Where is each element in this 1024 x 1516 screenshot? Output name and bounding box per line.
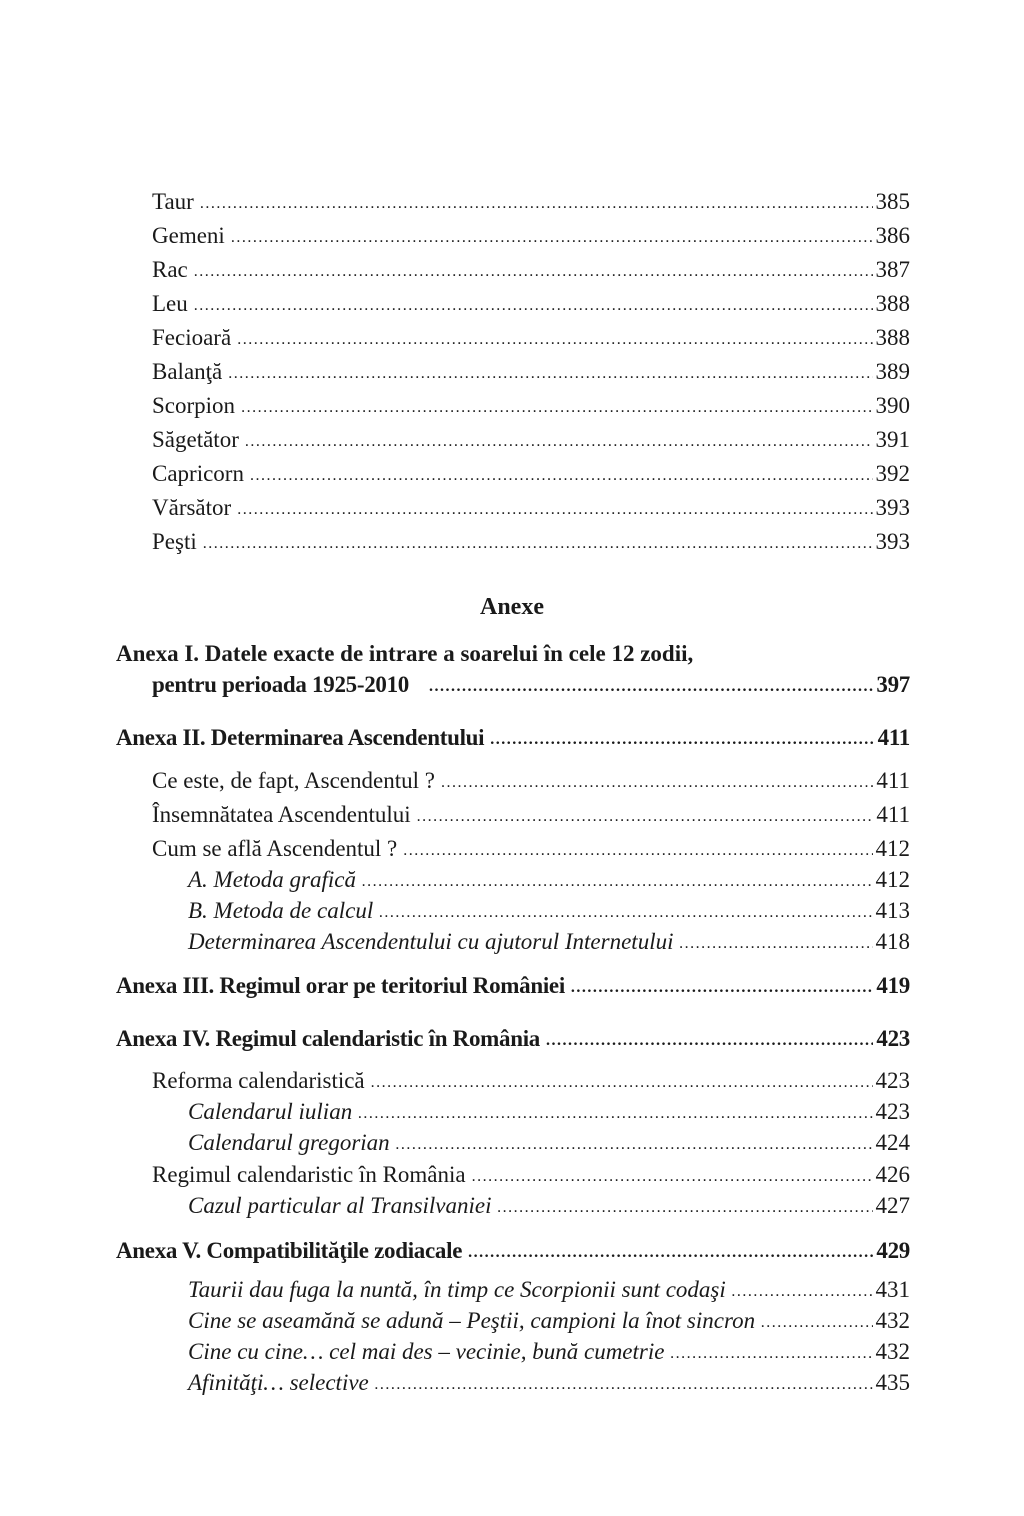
entry-title: Fecioară [152,325,232,350]
dot-leader [237,496,872,524]
entry-title: Rac [152,257,188,282]
entry-title: Peşti [152,529,197,554]
toc-subentry[interactable] [188,928,910,959]
dot-leader [429,673,873,701]
dot-leader [203,530,873,558]
entry-page: 431 [875,1277,910,1302]
dot-leader [417,803,874,831]
dot-leader [679,930,872,958]
toc-entry[interactable] [152,256,910,287]
entry-title: B. Metoda de calcul [188,898,374,923]
dot-leader [670,1340,872,1368]
entry-page: 393 [875,495,910,520]
toc-entry-anexa-3[interactable] [116,972,910,1003]
dot-leader [245,428,873,456]
dot-leader [441,769,873,797]
entry-title: Gemeni [152,223,225,248]
toc-subentry[interactable] [188,866,910,897]
entry-page: 419 [876,973,910,998]
dot-leader [362,868,873,896]
toc-entry-anexa-2[interactable] [116,724,910,755]
entry-page: 412 [875,836,910,861]
entry-title: Calendarul iulian [188,1099,353,1124]
toc-entry[interactable] [152,222,910,253]
dot-leader [732,1278,873,1306]
entry-title: Anexa II. Determinarea Ascendentului [116,725,485,750]
entry-title: Ce este, de fapt, Ascendentul ? [152,768,435,793]
dot-leader [403,837,872,865]
toc-entry[interactable] [152,324,910,355]
entry-page: 411 [876,768,910,793]
toc-subentry[interactable] [188,1369,910,1400]
entry-page: 411 [877,725,910,750]
entry-page: 386 [875,223,910,248]
toc-subentry[interactable] [188,1338,910,1369]
entry-title: Capricorn [152,461,244,486]
toc-entry[interactable] [152,494,910,525]
dot-leader [571,974,873,1002]
entry-page: 426 [875,1162,910,1187]
entry-page: 413 [875,898,910,923]
entry-title: Anexa V. Compatibilităţile zodiacale [116,1238,463,1263]
entry-title: Balanţă [152,359,223,384]
dot-leader [490,726,874,754]
toc-entry[interactable] [152,188,910,219]
entry-page: 427 [875,1193,910,1218]
entry-page: 393 [875,529,910,554]
dot-leader [498,1194,873,1222]
dot-leader [200,190,873,218]
toc-entry[interactable] [152,290,910,321]
entry-title: Anexa IV. Regimul calendaristic în România [116,1026,540,1051]
entry-title: A. Metoda grafică [188,867,356,892]
toc-subentry[interactable] [188,1129,910,1160]
entry-title: Calendarul gregorian [188,1130,390,1155]
entry-page: 418 [875,929,910,954]
entry-title: Anexa III. Regimul orar pe teritoriul României [116,973,565,998]
entry-title: Regimul calendaristic în România [152,1162,466,1187]
entry-page: 388 [875,291,910,316]
dot-leader [371,1069,873,1097]
toc-entry-anexa-1[interactable] [152,671,910,702]
entry-title: pentru perioada 1925-2010 [152,672,410,697]
entry-title: Cum se află Ascendentul ? [152,836,398,861]
toc-entry-anexa-4[interactable] [116,1025,910,1056]
entry-page: 390 [875,393,910,418]
entry-page: 387 [875,257,910,282]
toc-entry[interactable] [152,358,910,389]
entry-page: 429 [876,1238,910,1263]
dot-leader [231,224,873,252]
dot-leader [472,1163,873,1191]
dot-leader [194,258,873,286]
toc-entry[interactable] [152,426,910,457]
entry-title: Taurii dau fuga la nuntă, în timp ce Scorpionii sunt codaşi [188,1277,726,1302]
dot-leader [250,462,873,490]
dot-leader [546,1027,873,1055]
entry-page: 424 [875,1130,910,1155]
toc-entry[interactable] [152,528,910,559]
entry-page: 385 [875,189,910,214]
toc-entry[interactable] [152,1067,910,1098]
dot-leader [237,326,872,354]
anexa-1-title-line1[interactable]: Anexa I. Datele exacte de intrare a soarelui în cele 12 zodii, [116,641,694,666]
entry-title: Reforma calendaristică [152,1068,365,1093]
entry-page: 423 [876,1026,910,1051]
dot-leader [194,292,873,320]
dot-leader [375,1371,873,1399]
toc-entry[interactable] [152,801,910,832]
toc-entry-anexa-5[interactable] [116,1237,910,1268]
entry-title: Vărsător [152,495,232,520]
dot-leader [468,1239,873,1267]
toc-subentry[interactable] [188,1307,910,1338]
dot-leader [396,1131,873,1159]
entry-title: Cazul particular al Transilvaniei [188,1193,492,1218]
entry-title: Cine cu cine… cel mai des – vecinie, bună cumetrie [188,1339,665,1364]
entry-page: 412 [875,867,910,892]
dot-leader [241,394,872,422]
entry-page: 389 [875,359,910,384]
entry-page: 432 [875,1308,910,1333]
dot-leader [228,360,872,388]
entry-page: 388 [875,325,910,350]
dot-leader [358,1100,872,1128]
dot-leader [761,1309,872,1337]
toc-subentry[interactable] [188,897,910,928]
entry-page: 411 [876,802,910,827]
entry-page: 397 [876,672,910,697]
toc-entry[interactable] [152,392,910,423]
entry-page: 423 [875,1099,910,1124]
entry-page: 392 [875,461,910,486]
toc-subentry[interactable] [188,1192,910,1223]
toc-subentry[interactable] [188,1098,910,1129]
entry-page: 423 [875,1068,910,1093]
entry-page: 435 [875,1370,910,1395]
entry-title: Determinarea Ascendentului cu ajutorul Internetului [188,929,674,954]
toc-entry[interactable] [152,835,910,866]
entry-title: Leu [152,291,188,316]
entry-page: 432 [875,1339,910,1364]
entry-title: Scorpion [152,393,236,418]
entry-page: 391 [875,427,910,452]
entry-title: Cine se aseamănă se adună – Peştii, campioni la înot sincron [188,1308,756,1333]
toc-subentry[interactable] [188,1276,910,1307]
entry-title: Taur [152,189,194,214]
entry-title: Săgetător [152,427,239,452]
section-heading: Anexe [480,594,544,620]
entry-title: Afinităţi… selective [188,1370,369,1395]
dot-leader [379,899,872,927]
toc-entry[interactable] [152,1161,910,1192]
toc-entry[interactable] [152,767,910,798]
toc-entry[interactable] [152,460,910,491]
entry-title: Însemnătatea Ascendentului [152,802,411,827]
